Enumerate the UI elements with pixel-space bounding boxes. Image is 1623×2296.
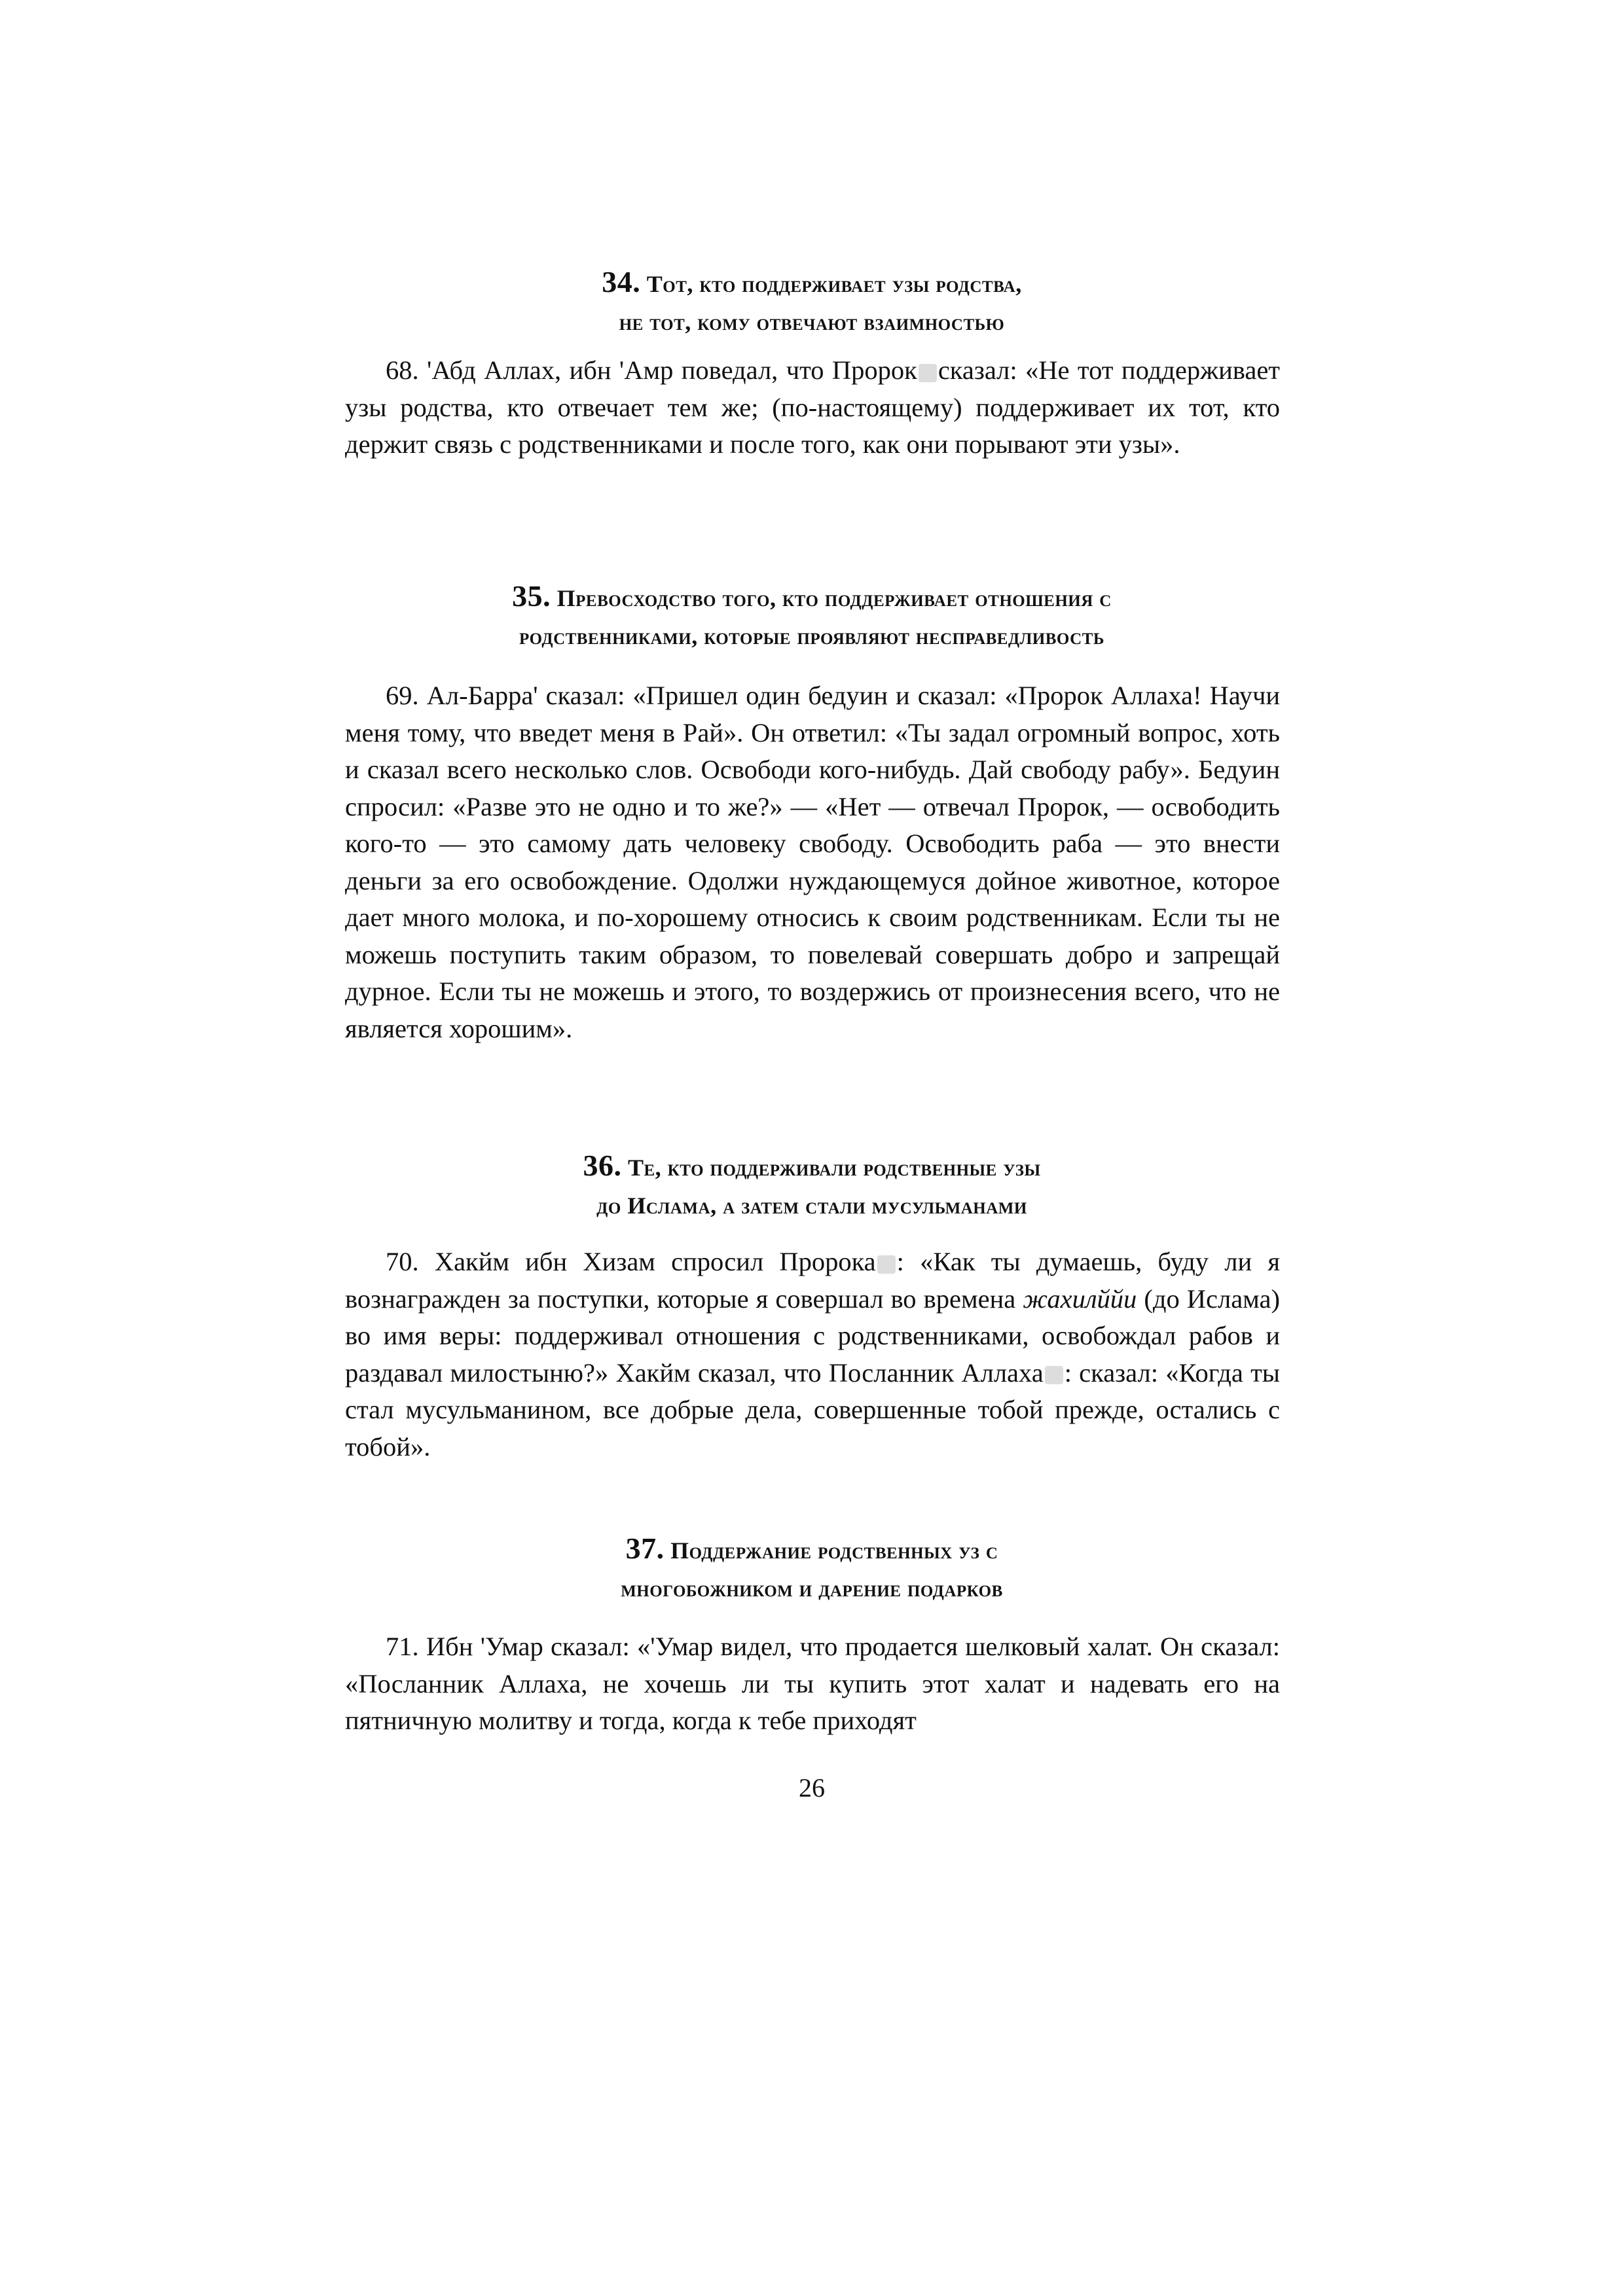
section-35-number: 35. xyxy=(512,579,551,613)
section-35-heading xyxy=(340,577,1283,655)
section-36-heading xyxy=(340,1147,1283,1225)
paragraph-70: 70. Хакйм ибн Хизам спросил Пророка : «Как ты думаешь, буду ли я вознагражден за поступки, которые я совершал во времена жахилййи (до Ислама) во имя веры: поддерживал отношения с родственниками, освобождал рабов и раздавал милостыню?» Хакйм сказал, что Посланник Аллаха : сказал: «Когда ты стал мусульманином, все добрые дела, совершенные тобой прежде, остались с тобой». xyxy=(345,1247,1280,1462)
section-36-number: 36. xyxy=(583,1149,622,1182)
section-36-title-line2: до Ислама, а затем стали мусульманами xyxy=(596,1193,1027,1219)
term-jahiliyya: жахилййи xyxy=(1023,1283,1137,1314)
section-35-title-line2: родственниками, которые проявляют несправедливость xyxy=(519,623,1104,649)
paragraph-68: 68. 'Абд Аллах, ибн 'Амр поведал, что Пророк сказал: «Не тот поддерживает узы родства, кто отвечает тем же; (по-настоящему) поддерживает их тот, кто держит связь с родственниками и после того, как они порывают эти узы». xyxy=(345,355,1280,459)
section-34-title-line1: 34. Тот, кто поддерживает узы родства, xyxy=(602,265,1022,298)
paragraph-71: 71. Ибн 'Умар сказал: «'Умар видел, что продается шелковый халат. Он сказал: «Посланник Аллаха, не хочешь ли ты купить этот халат и надевать его на пятничную молитву и тогда, когда к тебе приходят xyxy=(345,1632,1280,1735)
section-37-title-line1: 37. Поддержание родственных уз с xyxy=(625,1532,998,1565)
page-number: 26 xyxy=(799,1773,825,1803)
honorific-glyph-icon xyxy=(1045,1366,1063,1384)
honorific-glyph-icon xyxy=(877,1255,896,1274)
honorific-glyph-icon xyxy=(919,364,937,382)
section-35-title-line1: 35. Превосходство того, кто поддерживает отношения с xyxy=(512,579,1112,613)
paragraph-69: 69. Ал-Барра' сказал: «Пришел один бедуин и сказал: «Пророк Аллаха! Научи меня тому, что введет меня в Рай». Он ответил: «Ты задал огромный вопрос, хоть и сказал всего несколько слов. Освободи кого-нибудь. Дай свободу рабу». Бедуин спросил: «Разве это не одно и то же?» — «Нет — отвечал Пророк, — освободить кого-то — это самому дать человеку свободу. Освободить раба — это внести деньги за его освобождение. Одолжи нуждающемуся дойное животное, которое дает много молока, и по-хорошему относись к своим родственникам. Если ты не можешь поступить таким образом, то повелевай совершать добро и запрещай дурное. Если ты не можешь и этого, то воздержись от произнесения всего, что не является хорошим». xyxy=(345,681,1280,1043)
section-37-heading xyxy=(340,1530,1283,1607)
section-34-title-line2: не тот, кому отвечают взаимностью xyxy=(619,309,1005,335)
section-34-heading xyxy=(340,263,1283,341)
section-34-number: 34. xyxy=(602,265,641,298)
section-37-title-line2: многобожником и дарение подарков xyxy=(621,1575,1003,1602)
section-36-title-line1: 36. Те, кто поддерживали родственные узы xyxy=(583,1149,1041,1182)
section-37-number: 37. xyxy=(625,1532,665,1565)
